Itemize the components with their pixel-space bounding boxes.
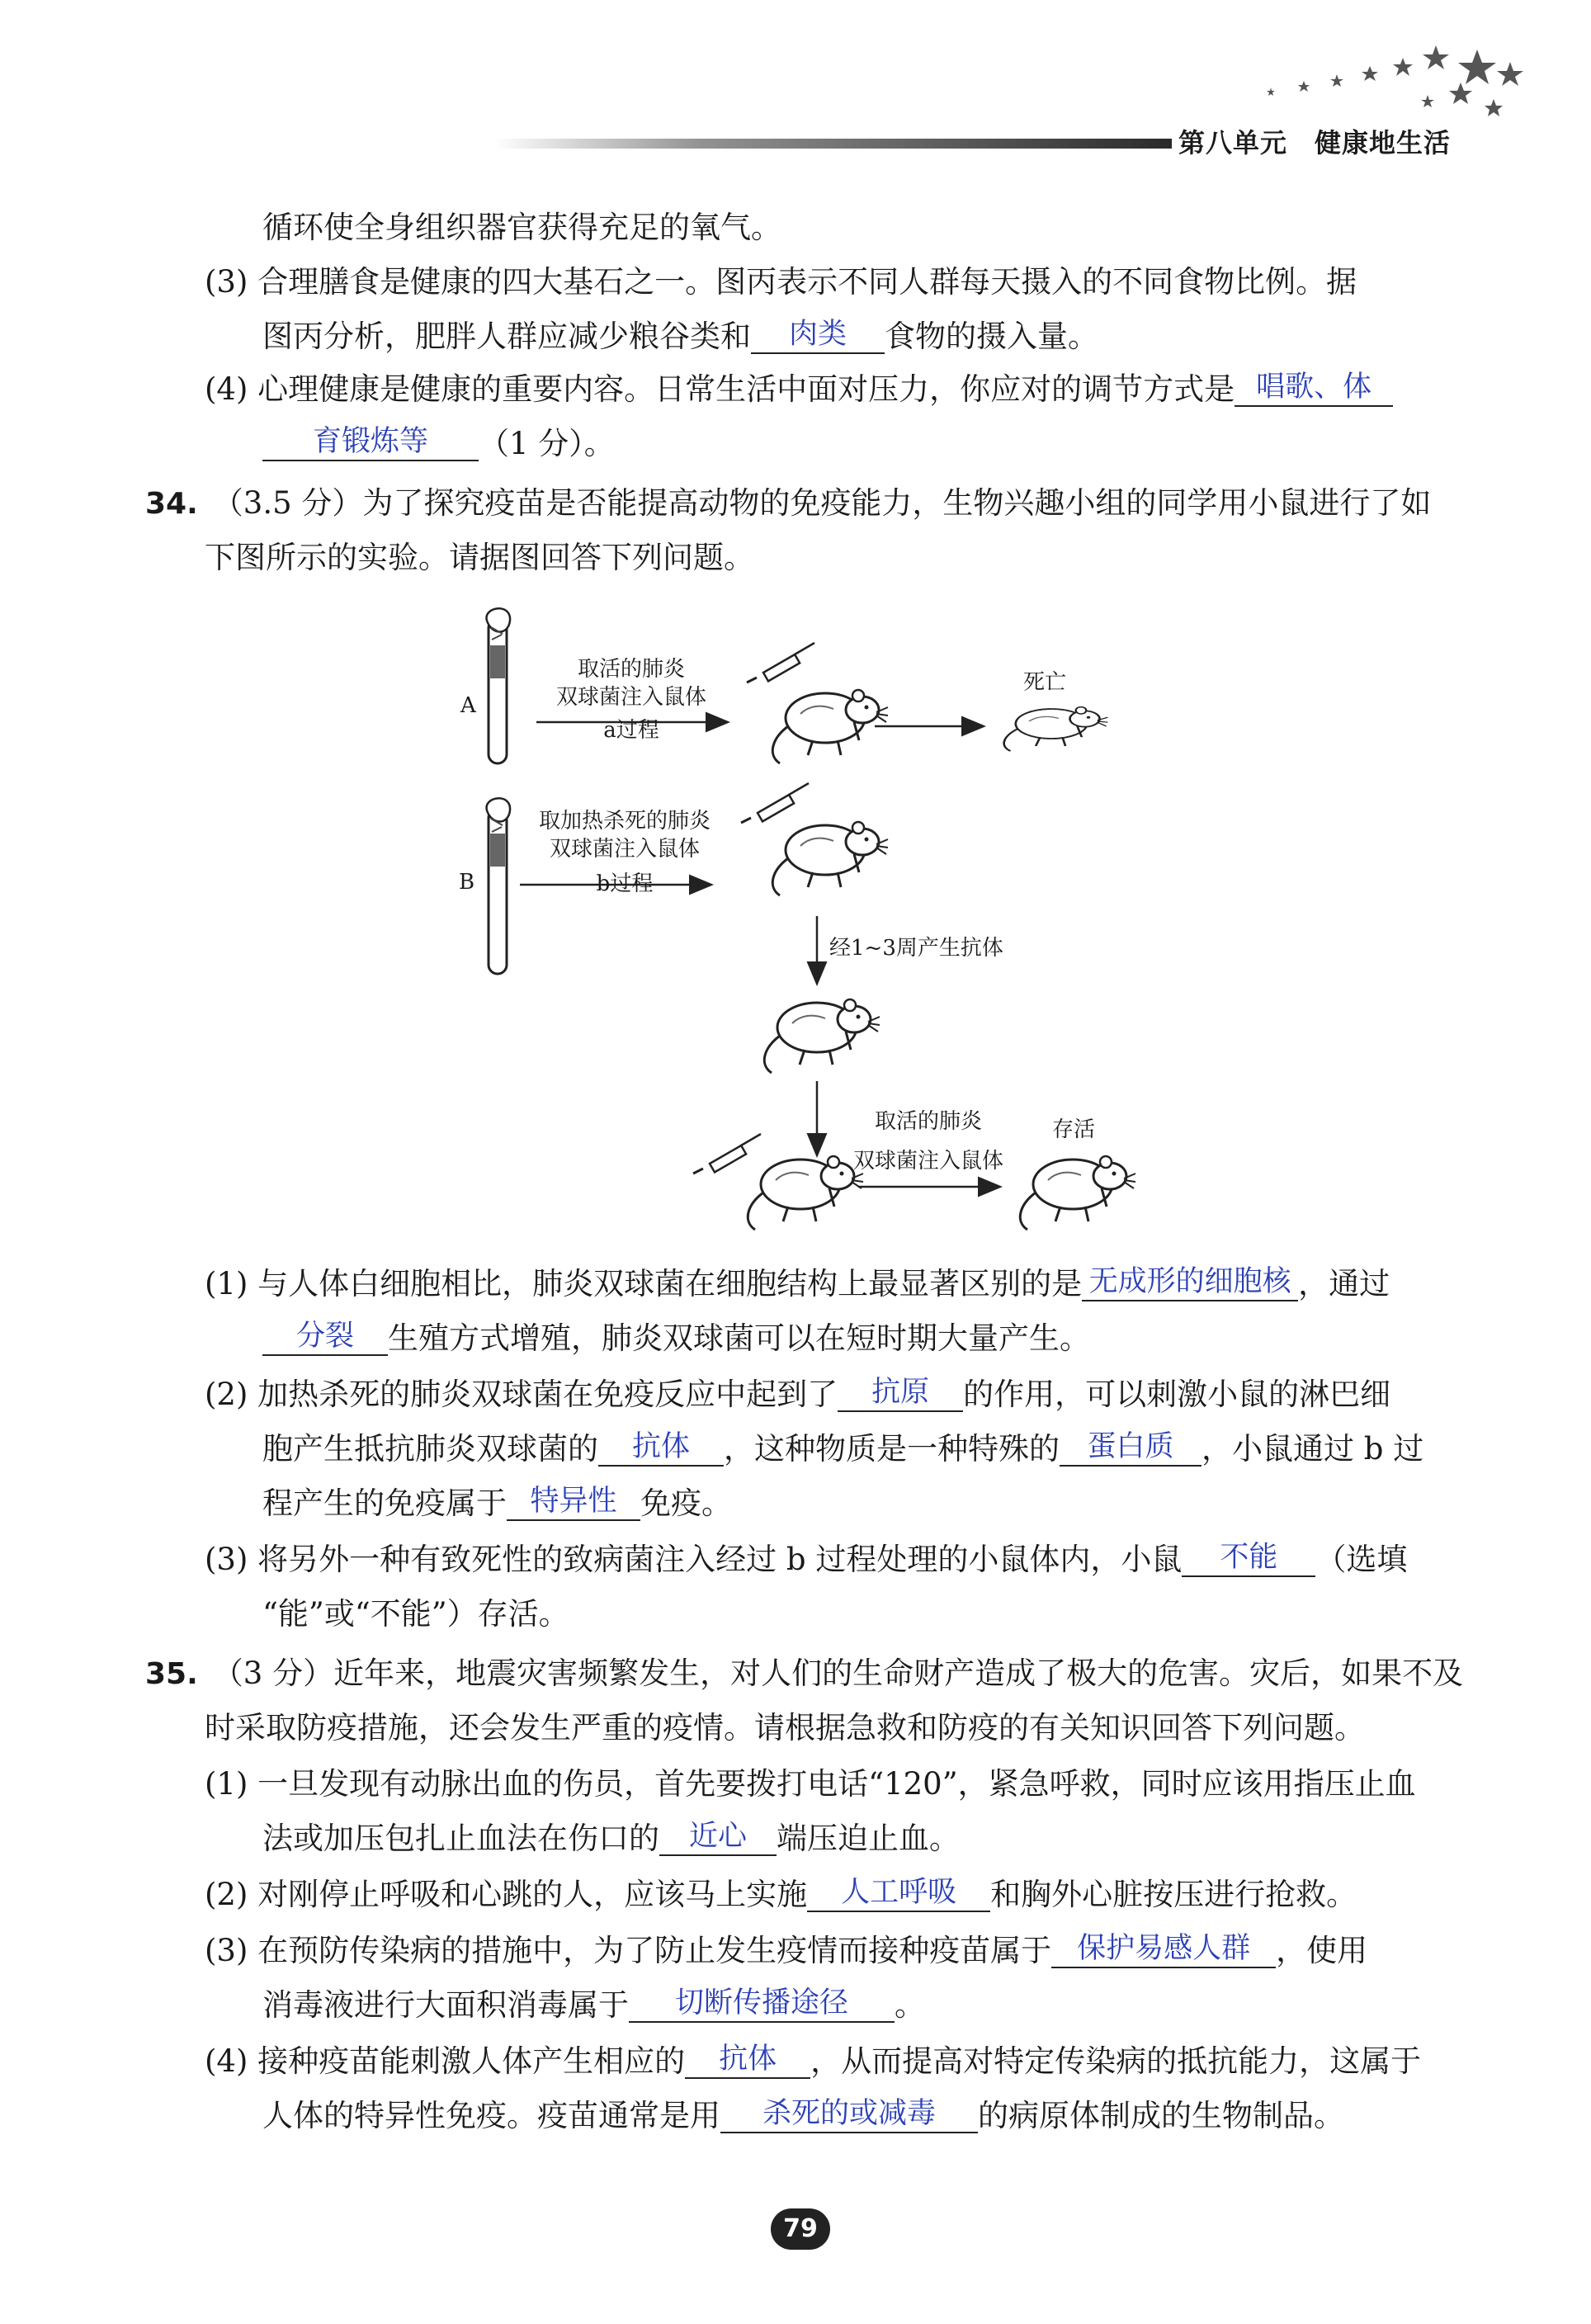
q33-continuation: 循环使全身组织器官获得充足的氧气。 [262,210,781,245]
q34-intro-line1: 34. （3.5 分）为了探究疫苗是否能提高动物的免疫能力，生物兴趣小组的同学用小鼠进行了如 [145,485,1432,521]
q34-p1-line2: 分裂 生殖方式增殖，肺炎双球菌可以在短时期大量产生。 [262,1317,1090,1360]
q34-p2-line3: 程产生的免疫属于 特异性 免疫。 [262,1485,732,1521]
answer-blank: 杀死的或减毒 [720,2095,978,2133]
step-b-label: 取加热杀死的肺炎 双球菌注入鼠体 b过程 [538,809,711,896]
q35-intro-line2: 时采取防疫措施，还会发生严重的疫情。请根据急救和防疫的有关知识回答下列问题。 [205,1710,1365,1745]
answer-blank: 抗体 [598,1429,724,1467]
result-alive-label: 存活 [1052,1117,1096,1142]
answer-blank: 育锻炼等 [262,423,479,461]
q35-intro-line1: 35. （3 分）近年来，地震灾害频繁发生，对人们的生命财产造成了极大的危害。灾后，如果不及 [145,1656,1464,1691]
q34-p2-line1: (2) 加热杀死的肺炎双球菌在免疫反应中起到了 抗原 的作用，可以刺激小鼠的淋巴细 [205,1376,1391,1412]
q34-p3-line2: “能”或“不能”）存活。 [262,1596,569,1632]
q35-p4-line2: 人体的特异性免疫。疫苗通常是用 杀死的或减毒 的病原体制成的生物制品。 [262,2097,1344,2133]
q34-p3-line1: (3) 将另外一种有致死性的致病菌注入经过 b 过程处理的小鼠体内，小鼠 不能 （选填 [205,1541,1408,1577]
answer-blank: 无成形的细胞核 [1082,1264,1298,1301]
result-dead-label: 死亡 [1023,670,1067,695]
q35-p3-line2: 消毒液进行大面积消毒属于 切断传播途径 。 [262,1986,925,2023]
experiment-diagram [446,602,1188,1246]
q34-p1-line1: (1) 与人体白细胞相比，肺炎双球菌在细胞结构上最显著区别的是 无成形的细胞核 ，通过 [205,1265,1390,1301]
answer-blank: 不能 [1182,1539,1315,1577]
answer-blank: 肉类 [751,316,885,354]
q35-p4-line1: (4) 接种疫苗能刺激人体产生相应的 抗体 ，从而提高对特定传染病的抵抗能力，这属于 [205,2043,1422,2079]
answer-blank: 切断传播途径 [629,1985,895,2023]
q34-intro-line2: 下图所示的实验。请据图回答下列问题。 [205,540,754,575]
q33-p3-line2: 图丙分析，肥胖人群应减少粮谷类和 肉类 食物的摄入量。 [262,318,1098,354]
header-rule [495,139,1172,149]
q33-p3-line1: (3) 合理膳食是健康的四大基石之一。图丙表示不同人群每天摄入的不同食物比例。据 [205,264,1357,300]
wait-period-label: 经1~3周产生抗体 [829,936,1003,961]
answer-blank: 特异性 [507,1483,640,1521]
answer-blank: 蛋白质 [1060,1429,1202,1467]
tube-b-label: B [459,870,475,895]
test-tube-a [487,608,511,763]
q35-p1-line1: (1) 一旦发现有动脉出血的伤员，首先要拨打电话“120”，紧急呼救，同时应该用指压止血 [205,1766,1416,1802]
answer-blank: 人工呼吸 [807,1874,990,1912]
answer-blank: 保护易感人群 [1051,1930,1276,1968]
answer-blank: 抗原 [838,1374,963,1412]
q35-p2-line1: (2) 对刚停止呼吸和心跳的人，应该马上实施 人工呼吸 和胸外心脏按压进行抢救。 [205,1876,1357,1912]
answer-blank: 唱歌、体 [1235,369,1393,407]
answer-blank: 分裂 [262,1318,388,1356]
q33-p4-line2: 育锻炼等 （1 分）。 [262,423,615,465]
answer-blank: 近心 [659,1818,777,1856]
q33-p4-line1: (4) 心理健康是健康的重要内容。日常生活中面对压力，你应对的调节方式是 唱歌、体 [205,368,1393,411]
page-number: 79 [771,2208,830,2250]
question-number: 34. [145,487,198,521]
test-tube-b [487,798,511,974]
answer-blank: 抗体 [685,2041,810,2079]
question-number: 35. [145,1657,198,1691]
q35-p1-line2: 法或加压包扎止血法在伤口的 近心 端压迫止血。 [262,1820,960,1856]
unit-title: 第八单元 健康地生活 [1178,127,1452,158]
q35-p3-line1: (3) 在预防传染病的措施中，为了防止发生疫情而接种疫苗属于 保护易感人群 ，使用 [205,1932,1368,1968]
step-c-label: 取活的肺炎 双球菌注入鼠体 [852,1109,1003,1174]
tube-a-label: A [460,693,476,718]
q34-p2-line2: 胞产生抵抗肺炎双球菌的 抗体 ，这种物质是一种特殊的 蛋白质 ，小鼠通过 b 过 [262,1430,1424,1467]
step-a-label: 取活的肺炎 双球菌注入鼠体 a过程 [555,657,706,743]
